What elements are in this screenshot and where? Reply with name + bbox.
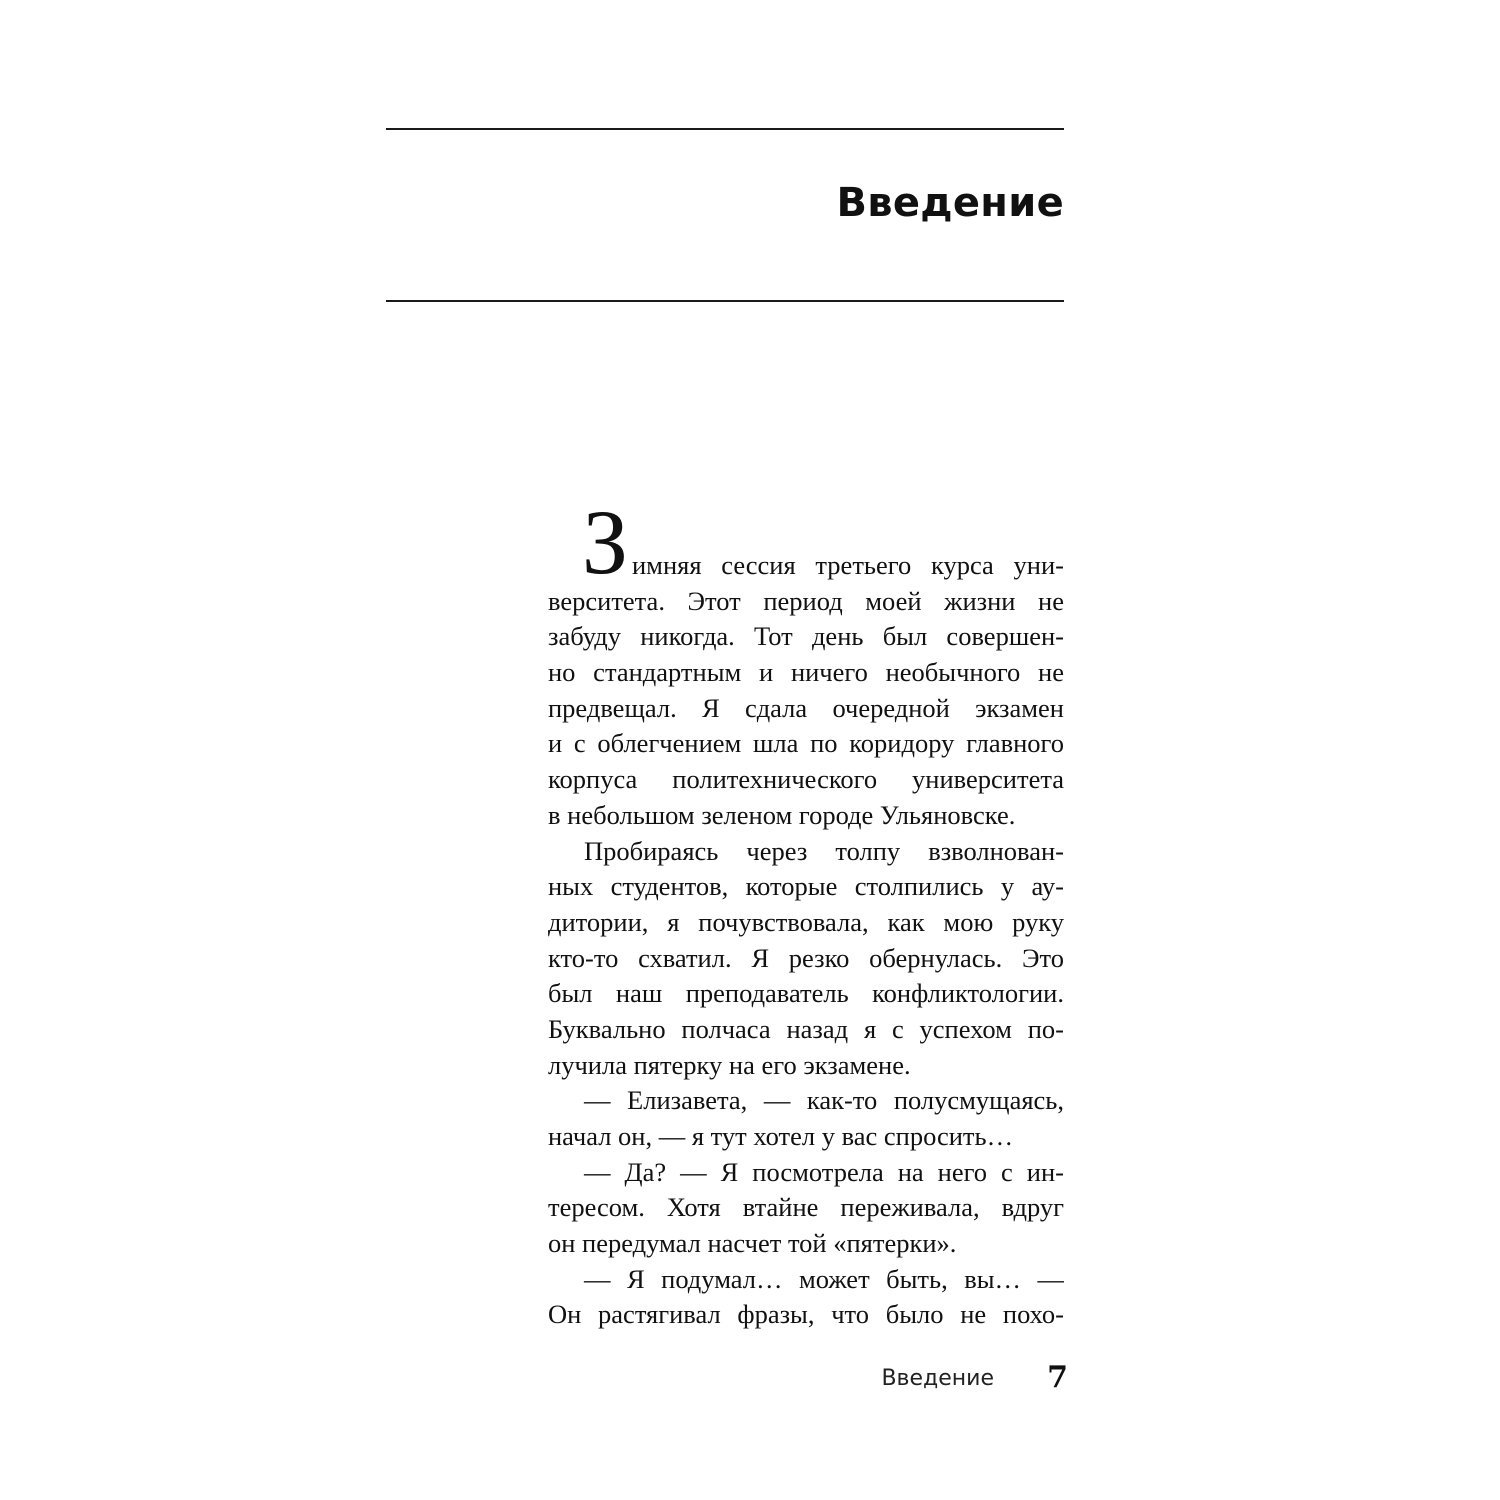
text-line: верситета. Этот период моей жизни не bbox=[548, 585, 1064, 616]
text-line: и с облегчением шла по коридору главного bbox=[548, 728, 1064, 759]
text-line: тересом. Хотя втайне переживала, вдруг bbox=[548, 1192, 1064, 1223]
text-line: но стандартным и ничего необычного не bbox=[548, 657, 1064, 688]
first-line bbox=[548, 491, 1064, 593]
text-line: кто-то схватил. Я резко обернулась. Это bbox=[548, 942, 1064, 973]
text-line: дитории, я почувствовала, как мою руку bbox=[548, 906, 1064, 937]
text-line: в небольшом зеленом городе Ульяновске. bbox=[548, 799, 1016, 830]
text-line: Буквально полчаса назад я с успехом по- bbox=[548, 1013, 1064, 1044]
text-line: предвещал. Я сдала очередной экзамен bbox=[548, 692, 1064, 723]
rule-bottom bbox=[386, 300, 1064, 302]
text-line: начал он, — я тут хотел у вас спросить… bbox=[548, 1121, 1014, 1151]
chapter-title: Введение bbox=[836, 180, 1064, 226]
text-line: — Я подумал… может быть, вы… — bbox=[584, 1263, 1064, 1294]
body-text bbox=[548, 491, 1064, 1333]
text-line: Пробираясь через толпу взволнован- bbox=[584, 835, 1064, 866]
text-line: — Елизавета, — как-то полусмущаясь, bbox=[584, 1085, 1064, 1116]
text-line: забуду никогда. Тот день был совершен- bbox=[548, 621, 1064, 652]
text-line: ных студентов, которые столпились у ау- bbox=[548, 871, 1064, 902]
page-number: 7 bbox=[1047, 1360, 1068, 1395]
text-line: он передумал насчет той «пятерки». bbox=[548, 1228, 957, 1259]
text-line: — Да? — Я посмотрела на него с ин- bbox=[584, 1156, 1064, 1187]
running-title: Введение bbox=[881, 1366, 994, 1391]
text-line: был наш преподаватель конфликтологии. bbox=[548, 978, 1064, 1009]
drop-cap: З bbox=[582, 491, 629, 593]
text-line: Он растягивал фразы, что было не похо- bbox=[548, 1299, 1064, 1330]
text-line: лучила пятерку на его экзамене. bbox=[548, 1049, 911, 1080]
rule-top bbox=[386, 128, 1064, 130]
text-line: корпуса политехнического университета bbox=[548, 764, 1064, 795]
text-line: имняя сессия третьего курса уни- bbox=[632, 550, 1064, 580]
